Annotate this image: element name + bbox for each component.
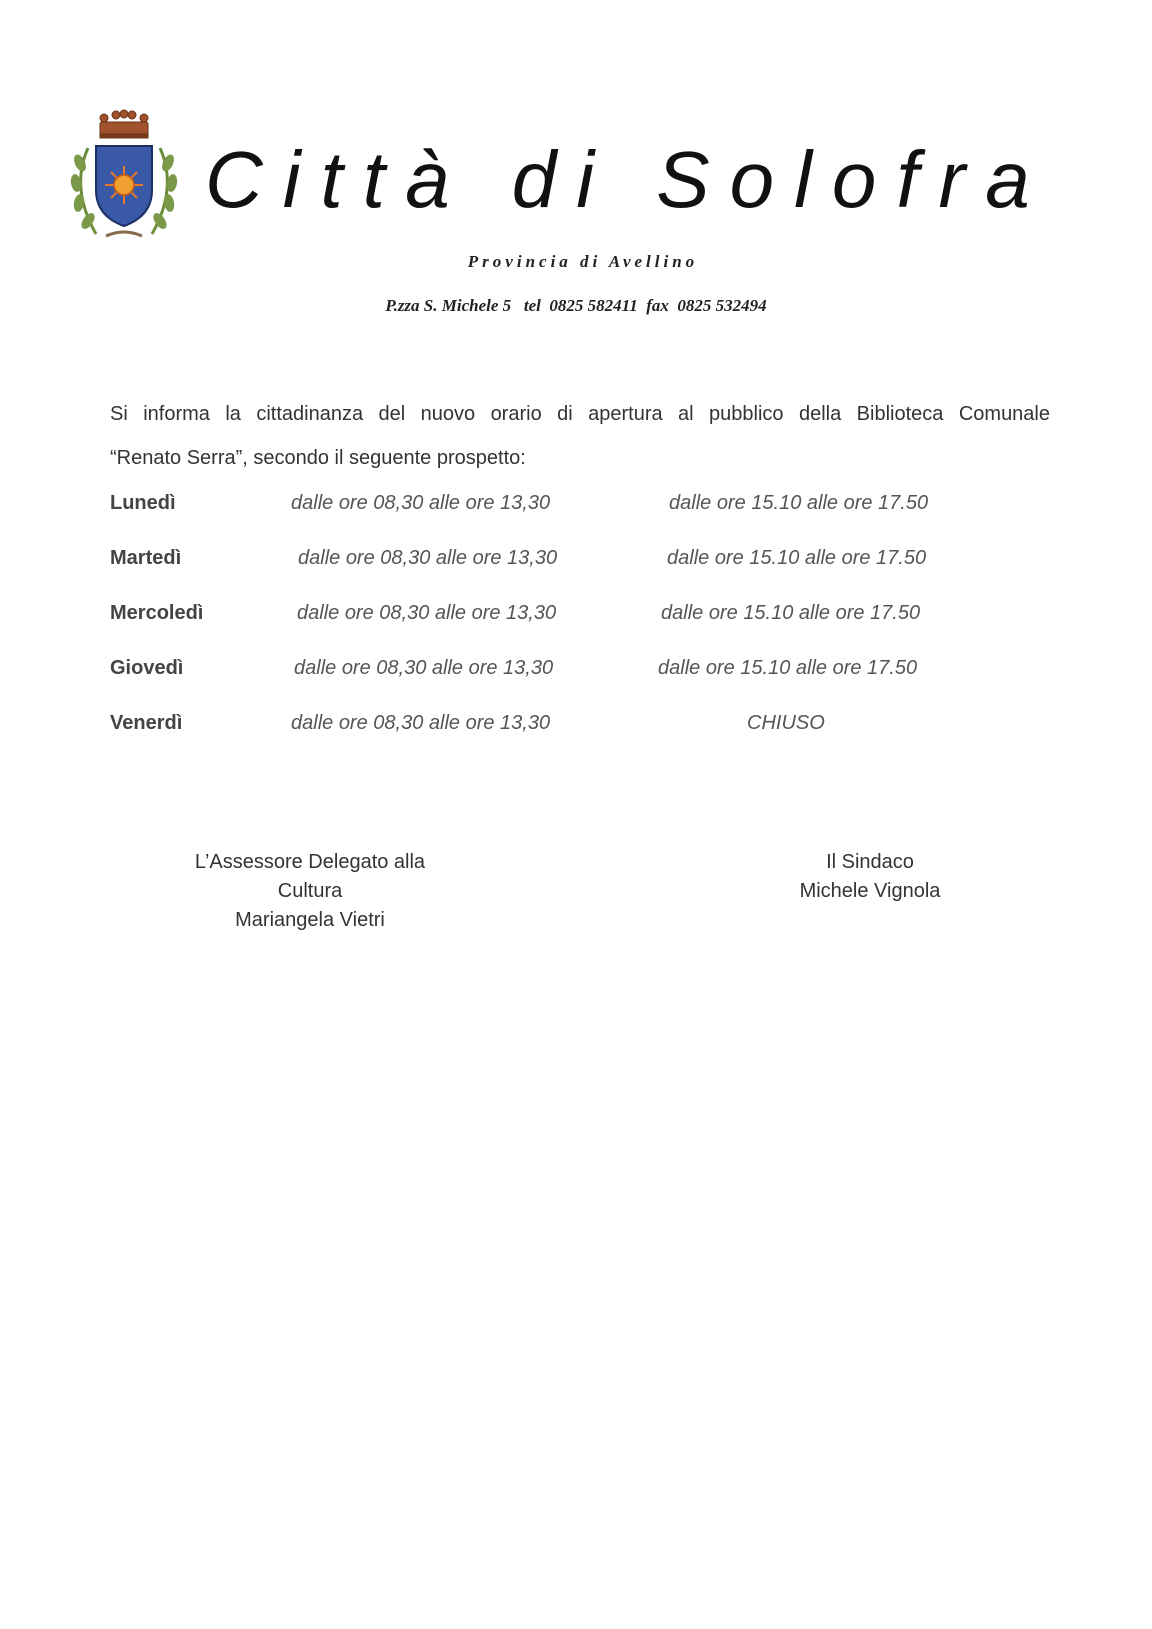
morning-hours: dalle ore 08,30 alle ore 13,30 <box>291 712 551 734</box>
afternoon-hours: CHIUSO <box>747 712 825 734</box>
signature-sindaco <box>740 848 1000 906</box>
signature-name: Mariangela Vietri <box>235 909 385 931</box>
morning-hours: dalle ore 08,30 alle ore 13,30 <box>294 657 554 679</box>
afternoon-hours: dalle ore 15.10 alle ore 17.50 <box>669 492 929 514</box>
province-subtitle: Provincia di Avellino <box>467 252 699 271</box>
city-crest-icon <box>66 108 182 248</box>
afternoon-hours: dalle ore 15.10 alle ore 17.50 <box>667 547 927 569</box>
signature-assessore <box>160 848 460 935</box>
day-label: Giovedì <box>110 657 184 679</box>
morning-hours: dalle ore 08,30 alle ore 13,30 <box>297 602 557 624</box>
signature-role: Il Sindaco <box>826 851 914 873</box>
schedule-row <box>0 712 1152 742</box>
day-label: Lunedì <box>110 492 176 514</box>
intro-line-1: Si informa la cittadinanza del nuovo orario di apertura al pubblico della Biblioteca Comunale <box>110 403 1050 425</box>
day-label: Martedì <box>110 547 182 569</box>
morning-hours: dalle ore 08,30 alle ore 13,30 <box>291 492 551 514</box>
address-line: P.zza S. Michele 5 tel 0825 582411 fax 0825 532494 <box>385 296 767 315</box>
morning-hours: dalle ore 08,30 alle ore 13,30 <box>298 547 558 569</box>
signature-role: L’Assessore Delegato alla Cultura <box>194 851 426 902</box>
afternoon-hours: dalle ore 15.10 alle ore 17.50 <box>661 602 921 624</box>
page-title: Città di Solofra <box>205 135 1050 224</box>
signature-name: Michele Vignola <box>799 880 941 902</box>
intro-line-2: “Renato Serra”, secondo il seguente prospetto: <box>110 447 526 469</box>
day-label: Mercoledì <box>110 602 204 624</box>
schedule-row <box>0 547 1152 577</box>
schedule-row <box>0 492 1152 522</box>
intro-paragraph <box>110 392 1050 480</box>
afternoon-hours: dalle ore 15.10 alle ore 17.50 <box>658 657 918 679</box>
schedule-row <box>0 602 1152 632</box>
schedule-row <box>0 657 1152 687</box>
day-label: Venerdì <box>110 712 183 734</box>
